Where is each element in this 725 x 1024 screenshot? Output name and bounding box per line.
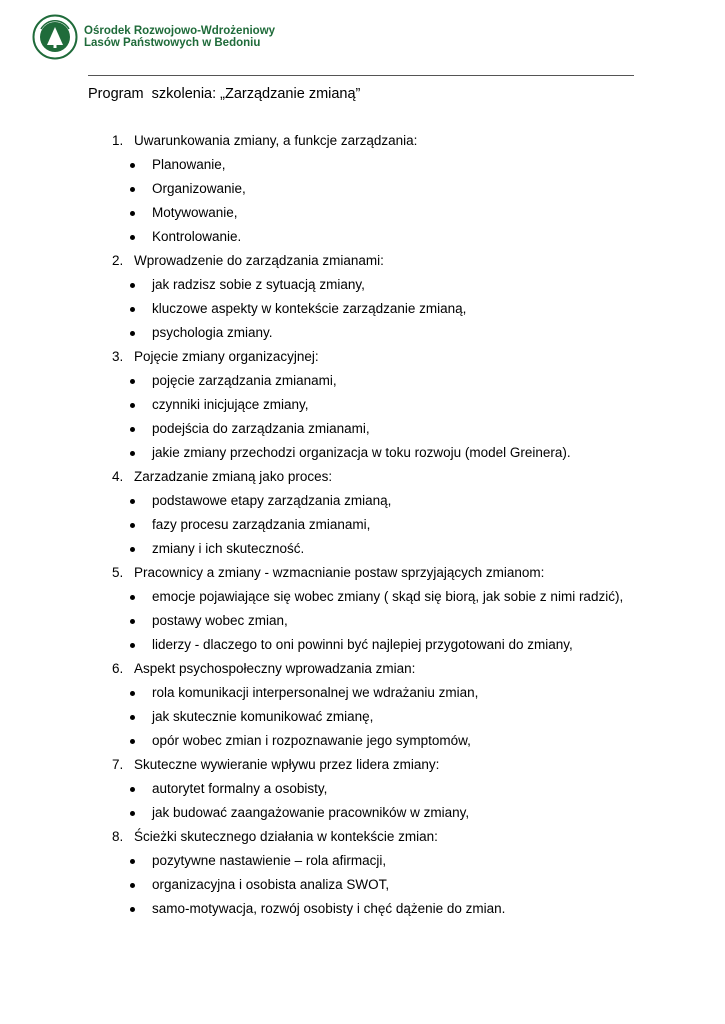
bullet-icon — [130, 715, 135, 720]
list-item-text: postawy wobec zmian, — [152, 613, 288, 628]
section-number: 2. — [112, 253, 124, 268]
list-item-text: jak radzisz sobie z sytuacją zmiany, — [152, 277, 365, 292]
bullet-icon — [130, 163, 135, 168]
list-item-text: jak skutecznie komunikować zmianę, — [152, 709, 374, 724]
section-title-text: Pracownicy a zmiany - wzmacnianie postaw sprzyjających zmianom: — [134, 565, 545, 580]
list-item-text: psychologia zmiany. — [152, 325, 273, 340]
list-item-text: Motywowanie, — [152, 205, 238, 220]
section-title-text: Uwarunkowania zmiany, a funkcje zarządzania: — [134, 133, 418, 148]
lasy-panstwowe-logo-icon — [32, 14, 78, 60]
list-item-text: kluczowe aspekty w kontekście zarządzanie zmianą, — [152, 301, 467, 316]
bullet-icon — [130, 379, 135, 384]
list-item — [88, 681, 688, 705]
bullet-icon — [130, 811, 135, 816]
list-item-text: emocje pojawiające się wobec zmiany ( skąd się biorą, jak sobie z nimi radzić), — [152, 589, 624, 604]
list-item-text: autorytet formalny a osobisty, — [152, 781, 328, 796]
section-number: 8. — [112, 829, 124, 844]
list-item-text: Organizowanie, — [152, 181, 246, 196]
list-item — [88, 273, 688, 297]
section-number: 6. — [112, 661, 124, 676]
list-item-text: podstawowe etapy zarządzania zmianą, — [152, 493, 392, 508]
list-item-text: jak budować zaangażowanie pracowników w zmiany, — [152, 805, 470, 820]
section-title-text: Aspekt psychospołeczny wprowadzania zmian: — [134, 661, 416, 676]
list-item-text: samo-motywacja, rozwój osobisty i chęć dążenie do zmian. — [152, 901, 506, 916]
section-heading — [88, 657, 688, 681]
organization-name — [84, 25, 275, 49]
section-number: 7. — [112, 757, 124, 772]
list-item — [88, 393, 688, 417]
bullet-icon — [130, 739, 135, 744]
bullet-icon — [130, 499, 135, 504]
list-item — [88, 369, 688, 393]
list-item — [88, 633, 688, 657]
bullet-icon — [130, 235, 135, 240]
bullet-icon — [130, 403, 135, 408]
section-number: 5. — [112, 565, 124, 580]
list-item — [88, 177, 688, 201]
bullet-icon — [130, 331, 135, 336]
list-item-text: podejścia do zarządzania zmianami, — [152, 421, 370, 436]
bullet-icon — [130, 595, 135, 600]
list-item — [88, 801, 688, 825]
list-item — [88, 705, 688, 729]
list-item — [88, 153, 688, 177]
list-item — [88, 537, 688, 561]
list-item-text: jakie zmiany przechodzi organizacja w toku rozwoju (model Greinera). — [152, 445, 571, 460]
bullet-icon — [130, 307, 135, 312]
section-heading — [88, 561, 688, 585]
section-heading — [88, 753, 688, 777]
section-title-text: Skuteczne wywieranie wpływu przez lidera zmiany: — [134, 757, 440, 772]
list-item-text: rola komunikacji interpersonalnej we wdrażaniu zmian, — [152, 685, 479, 700]
bullet-icon — [130, 787, 135, 792]
bullet-icon — [130, 451, 135, 456]
list-item-text: organizacyjna i osobista analiza SWOT, — [152, 877, 390, 892]
section-title-text: Wprowadzenie do zarządzania zmianami: — [134, 253, 384, 268]
list-item-text: Kontrolowanie. — [152, 229, 242, 244]
bullet-icon — [130, 643, 135, 648]
list-item — [88, 441, 688, 465]
list-item-text: Planowanie, — [152, 157, 226, 172]
section-title-text: Ścieżki skutecznego działania w kontekście zmian: — [134, 829, 438, 844]
list-item — [88, 729, 688, 753]
list-item — [88, 849, 688, 873]
list-item — [88, 489, 688, 513]
org-name-line-1: Ośrodek Rozwojowo-Wdrożeniowy — [84, 25, 276, 37]
list-item-text: czynniki inicjujące zmiany, — [152, 397, 309, 412]
org-name-line-2: Lasów Państwowych w Bedoniu — [84, 37, 261, 49]
list-item — [88, 417, 688, 441]
section-heading — [88, 249, 688, 273]
bullet-icon — [130, 907, 135, 912]
bullet-icon — [130, 211, 135, 216]
letterhead — [32, 12, 275, 62]
section-title-text: Pojęcie zmiany organizacyjnej: — [134, 349, 319, 364]
bullet-icon — [130, 619, 135, 624]
list-item-text: pozytywne nastawienie – rola afirmacji, — [152, 853, 387, 868]
list-item — [88, 777, 688, 801]
document-title: Program szkolenia: „Zarządzanie zmianą” — [88, 86, 361, 102]
section-number: 4. — [112, 469, 124, 484]
bullet-icon — [130, 427, 135, 432]
list-item-text: fazy procesu zarządzania zmianami, — [152, 517, 371, 532]
section-heading — [88, 129, 688, 153]
bullet-icon — [130, 283, 135, 288]
header-divider — [88, 75, 634, 76]
list-item — [88, 225, 688, 249]
list-item — [88, 201, 688, 225]
list-item — [88, 897, 688, 921]
list-item — [88, 609, 688, 633]
list-item-text: liderzy - dlaczego to oni powinni być najlepiej przygotowani do zmiany, — [152, 637, 573, 652]
section-heading — [88, 465, 688, 489]
section-heading — [88, 825, 688, 849]
bullet-icon — [130, 691, 135, 696]
bullet-icon — [130, 883, 135, 888]
list-item — [88, 585, 688, 609]
section-title-text: Zarzadzanie zmianą jako proces: — [134, 469, 333, 484]
list-item-text: pojęcie zarządzania zmianami, — [152, 373, 337, 388]
section-number: 3. — [112, 349, 124, 364]
bullet-icon — [130, 187, 135, 192]
list-item-text: zmiany i ich skuteczność. — [152, 541, 305, 556]
list-item — [88, 873, 688, 897]
section-number: 1. — [112, 133, 124, 148]
program-list — [88, 129, 688, 921]
bullet-icon — [130, 859, 135, 864]
bullet-icon — [130, 523, 135, 528]
list-item — [88, 297, 688, 321]
bullet-icon — [130, 547, 135, 552]
section-heading — [88, 345, 688, 369]
list-item — [88, 321, 688, 345]
list-item-text: opór wobec zmian i rozpoznawanie jego symptomów, — [152, 733, 471, 748]
list-item — [88, 513, 688, 537]
